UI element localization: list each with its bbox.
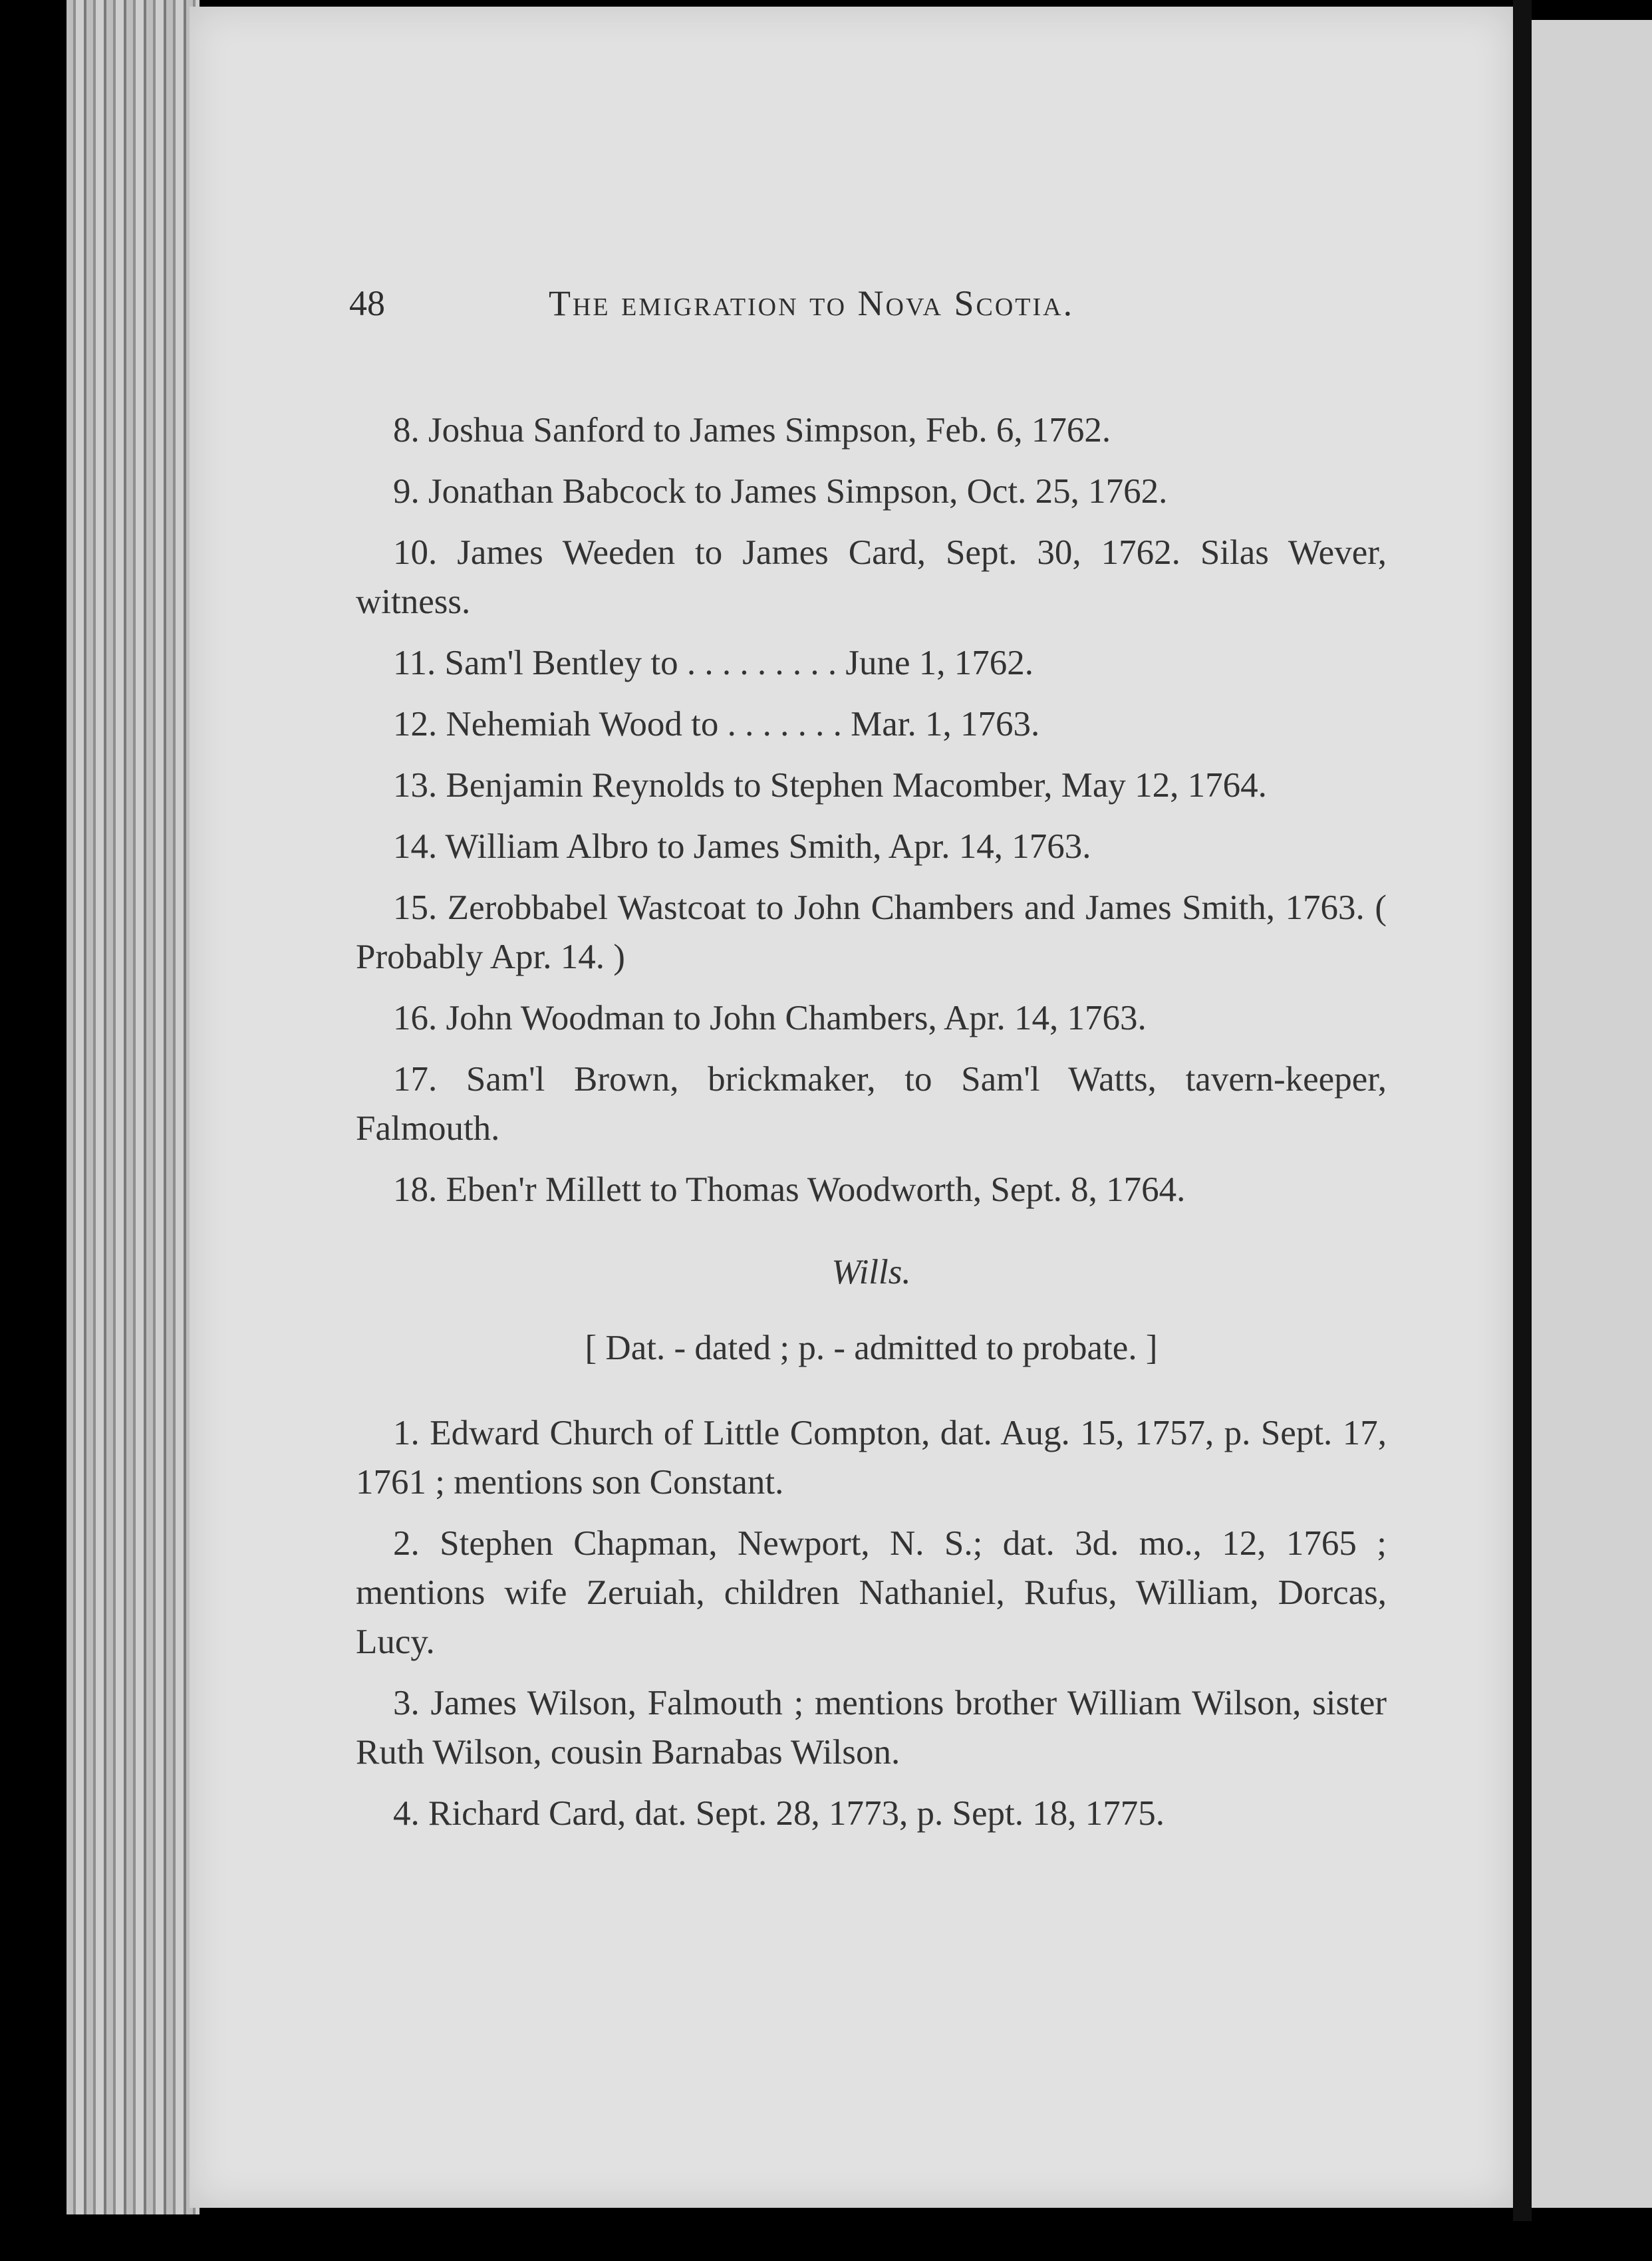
will-entry: 3. James Wilson, Falmouth ; mentions brother William Wilson, sister Ruth Wilson, cousin Barnabas Wilson. xyxy=(356,1684,1387,1772)
deed-entry: 13. Benjamin Reynolds to Stephen Macomber, May 12, 1764. xyxy=(393,766,1267,805)
running-title: The emigration to Nova Scotia. xyxy=(549,283,1075,323)
abbreviation-key: [ Dat. - dated ; p. - admitted to probate. ] xyxy=(585,1329,1158,1367)
will-entry: 4. Richard Card, dat. Sept. 28, 1773, p. Sept. 18, 1775. xyxy=(393,1794,1165,1833)
deed-entry: 15. Zerobbabel Wastcoat to John Chambers and James Smith, 1763. ( Probably Apr. 14. ) xyxy=(356,888,1387,976)
page-header xyxy=(349,283,1387,323)
deed-entry: 12. Nehemiah Wood to . . . . . . . Mar. 1, 1763. xyxy=(393,705,1040,743)
facing-page-edge xyxy=(1532,20,1652,2208)
deed-entry: 14. William Albro to James Smith, Apr. 14, 1763. xyxy=(393,827,1091,866)
book-spine xyxy=(1513,0,1532,2221)
deed-entry: 10. James Weeden to James Card, Sept. 30, 1762. Silas Wever, witness. xyxy=(356,533,1387,621)
deed-entry: 11. Sam'l Bentley to . . . . . . . . . June 1, 1762. xyxy=(393,644,1034,682)
will-entry: 1. Edward Church of Little Compton, dat. Aug. 15, 1757, p. Sept. 17, 1761 ; mentions son Constant. xyxy=(356,1414,1387,1502)
wills-heading: Wills. xyxy=(831,1253,911,1291)
page-number: 48 xyxy=(349,283,385,323)
will-entry: 2. Stephen Chapman, Newport, N. S.; dat. 3d. mo., 12, 1765 ; mentions wife Zeruiah, children Nathaniel, Rufus, William, Dorcas, Lucy. xyxy=(356,1524,1387,1661)
deed-entry: 8. Joshua Sanford to James Simpson, Feb. 6, 1762. xyxy=(393,411,1111,450)
deed-entry: 16. John Woodman to John Chambers, Apr. 14, 1763. xyxy=(393,999,1147,1037)
deed-entry: 17. Sam'l Brown, brickmaker, to Sam'l Watts, tavern-keeper, Falmouth. xyxy=(356,1060,1387,1148)
page-edges xyxy=(67,0,200,2214)
deed-entry: 9. Jonathan Babcock to James Simpson, Oct. 25, 1762. xyxy=(393,472,1168,511)
deed-entry: 18. Eben'r Millett to Thomas Woodworth, Sept. 8, 1764. xyxy=(393,1170,1186,1209)
page-content xyxy=(356,406,1387,1850)
